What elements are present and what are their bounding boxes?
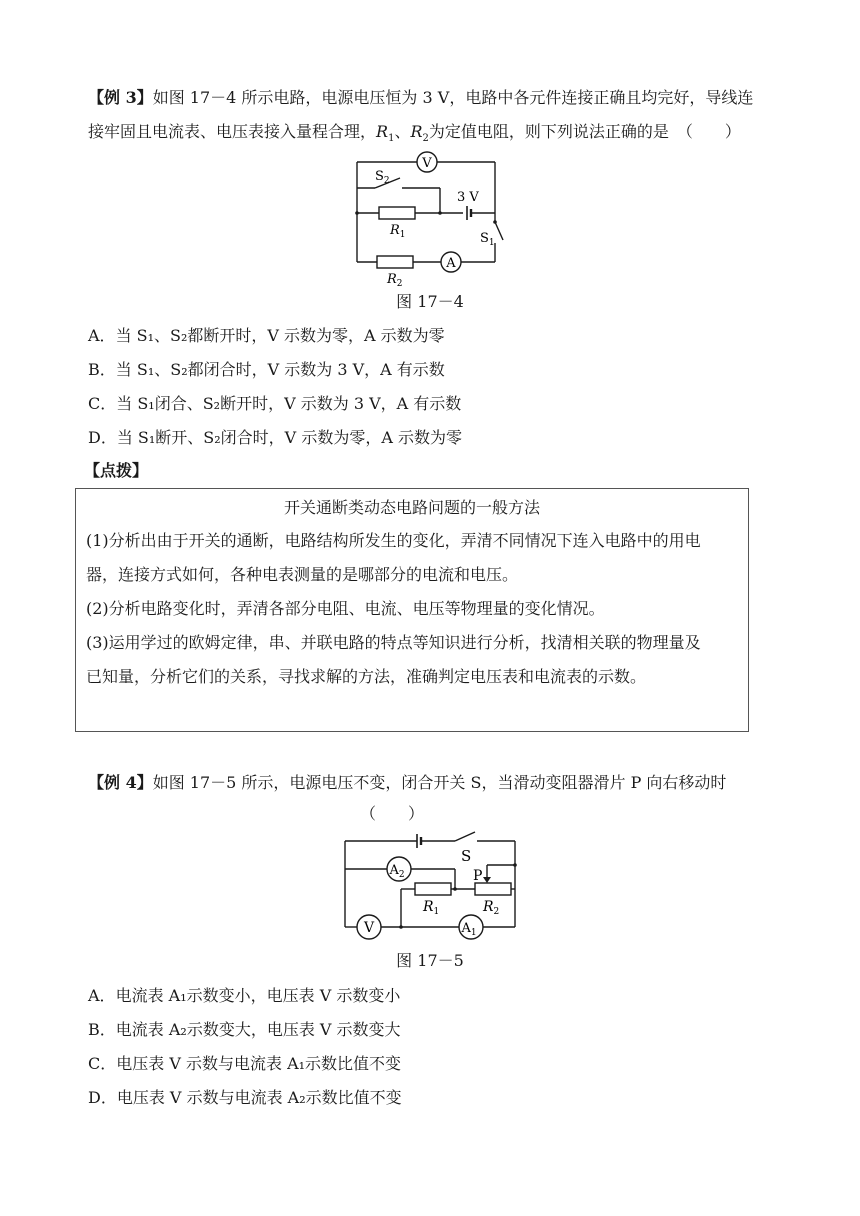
ammeter-icon (441, 252, 461, 272)
ammeter-a2-icon (387, 857, 411, 881)
tip-line-5: 已知量，分析它们的关系，寻找求解的方法，准确判定电压表和电流表的示数。 (86, 667, 647, 686)
tip-line-1: (1)分析出由于开关的通断，电路结构所发生的变化，弄清不同情况下连入电路中的用电 (86, 531, 701, 550)
example3-text-line1: 如图 17－4 所示电路，电源电压恒为 3 V，电路中各元件连接正确且均完好，导线连 (152, 88, 754, 107)
r2-label: $R_2$ (387, 272, 403, 289)
switch1-label: $S_1$ (480, 231, 495, 248)
separator: 、 (394, 122, 411, 141)
option-c: C．当 S₁闭合、S₂断开时，V 示数为 3 V，A 有示数 (88, 394, 462, 413)
r2-label: $R_2$ (483, 899, 500, 917)
option-b: B．电流表 A₂示数变大，电压表 V 示数变大 (88, 1020, 401, 1039)
figure-17-5-caption: 图 17－5 (396, 951, 464, 970)
tip-line-4: (3)运用学过的欧姆定律，串、并联电路的特点等知识进行分析，找清相关联的物理量及 (86, 633, 701, 652)
switch2-label: $S_2$ (375, 169, 390, 186)
option-a: A．当 S₁、S₂都断开时，V 示数为零，A 示数为零 (88, 326, 445, 345)
option-a: A．电流表 A₁示数变小，电压表 V 示数变小 (88, 986, 401, 1005)
example3-question-line1 (88, 87, 753, 109)
tip-title: 开关通断类动态电路问题的一般方法 (283, 498, 540, 517)
example4-question-line1 (88, 772, 726, 794)
r1-symbol: R (376, 122, 389, 141)
r1-label: $R_1$ (423, 899, 440, 917)
figure-17-4-caption: 图 17－4 (396, 292, 464, 311)
example3-text-line2a: 接牢固且电流表、电压表接入量程合理， (88, 122, 377, 141)
tip-line-2: 器，连接方式如何，各种电表测量的是哪部分的电流和电压。 (86, 565, 519, 584)
svg-text:A2: $A_2$ (389, 863, 405, 880)
example3-label: 【例 3】 (88, 88, 153, 107)
option-d: D．当 S₁断开、S₂闭合时，V 示数为零，A 示数为零 (88, 428, 462, 447)
tip-line-3: (2)分析电路变化时，弄清各部分电阻、电流、电压等物理量的变化情况。 (86, 599, 605, 618)
ammeter-label: A (446, 256, 456, 271)
svg-text:V: V (363, 920, 375, 936)
ammeter-a1-icon (459, 915, 483, 939)
example4-label: 【例 4】 (88, 773, 153, 792)
option-b: B．当 S₁、S₂都闭合时，V 示数为 3 V，A 有示数 (88, 360, 445, 379)
svg-text:A1: $A_1$ (461, 921, 477, 938)
r2-symbol: R (410, 122, 423, 141)
circuit-diagram-17-4 (345, 150, 515, 289)
example4-text-line1: 如图 17－5 所示，电源电压不变，闭合开关 S，当滑动变阻器滑片 P 向右移动时 (152, 773, 727, 792)
switch-label: S (461, 847, 472, 865)
r1-subscript: 1 (388, 133, 395, 145)
slider-label: P (473, 868, 483, 884)
voltmeter-icon (357, 915, 381, 939)
r2-subscript: 2 (422, 133, 429, 145)
r1-label: $R_1$ (390, 223, 406, 240)
option-d: D．电压表 V 示数与电流表 A₂示数比值不变 (88, 1088, 402, 1107)
example3-question-line2 (88, 121, 741, 150)
voltmeter-label: V (422, 156, 432, 171)
option-c: C．电压表 V 示数与电流表 A₁示数比值不变 (88, 1054, 402, 1073)
voltmeter-icon (417, 152, 437, 172)
example3-text-line2b: 为定值电阻，则下列说法正确的是 （ ） (428, 122, 741, 141)
tip-box (75, 488, 749, 732)
tip-label: 【点拨】 (84, 461, 149, 480)
example4-answer-bracket: （ ） (360, 804, 425, 823)
battery-label: 3 V (457, 190, 479, 205)
circuit-diagram-17-5 (335, 825, 535, 945)
